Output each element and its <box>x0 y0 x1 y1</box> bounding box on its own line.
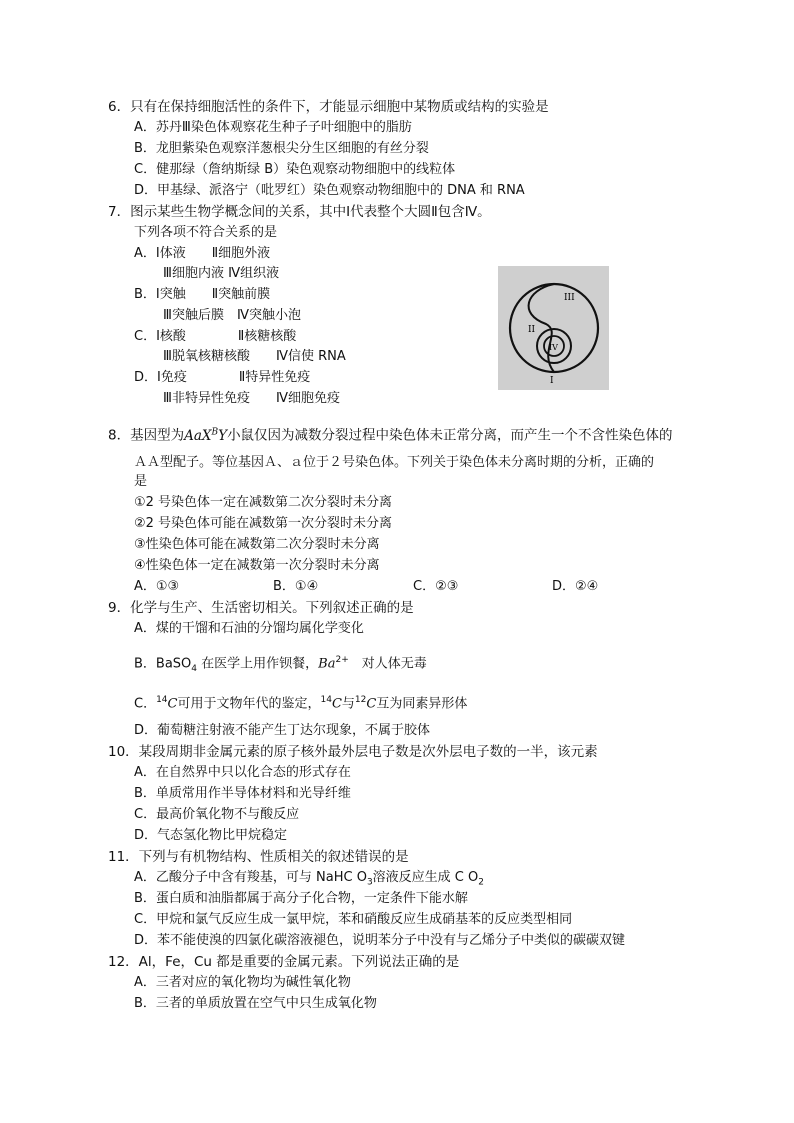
q10-option-c: C．最高价氧化物不与酸反应 <box>134 807 300 822</box>
label-iv: IV <box>549 343 558 352</box>
q10-option-b: B．单质常用作半导体材料和光导纤维 <box>134 786 351 801</box>
q8-choice-a: A．①③ <box>134 579 180 594</box>
q9-b-ion-sup: 2+ <box>335 655 349 665</box>
label-i: I <box>550 376 554 386</box>
q9-c-sup3: 12 <box>354 695 367 705</box>
q6-option-a: A．苏丹Ⅲ染色体观察花生种子子叶细胞中的脂肪 <box>134 120 412 135</box>
q9-c-c2: C <box>331 696 342 712</box>
q8-item-3: ③性染色体可能在减数第二次分裂时未分离 <box>134 537 380 552</box>
q9-c-pre: C． <box>134 696 157 712</box>
q9-b-mid: 在医学上用作钡餐， <box>197 656 319 672</box>
q7-option-a-line1: A．Ⅰ体液 Ⅱ细胞外液 <box>134 246 271 261</box>
q9-option-b <box>134 650 427 679</box>
q9-option-d: D．葡萄糖注射液不能产生丁达尔现象，不属于胶体 <box>134 723 431 738</box>
q7-option-d-line1: D．Ⅰ免疫 Ⅱ特异性免疫 <box>134 370 311 385</box>
q6-option-b: B．龙胆紫染色观察洋葱根尖分生区细胞的有丝分裂 <box>134 141 429 156</box>
q9-option-c <box>134 690 467 714</box>
q7-stem-2: 下列各项不符合关系的是 <box>134 225 278 240</box>
q11-a-pre: A．乙酸分子中含有羧基，可与 NaHC O <box>134 870 367 885</box>
q10-stem: 10．某段周期非金属元素的原子核外最外层电子数是次外层电子数的一半，该元素 <box>108 744 598 760</box>
q11-option-c: C．甲烷和氯气反应生成一氯甲烷，苯和硝酸反应生成硝基苯的反应类型相同 <box>134 912 573 927</box>
q11-a-sub2: 2 <box>478 877 484 888</box>
q8-stem <box>108 422 673 446</box>
q9-c-c1: C <box>167 696 178 712</box>
q8-geno-a: AaX <box>184 427 212 444</box>
q8-item-1: ①2 号染色体一定在减数第二次分裂时未分离 <box>134 495 393 510</box>
q8-stem-suffix: 小鼠仅因为减数分裂过程中染色体未正常分离，而产生一个不含性染色体的 <box>227 427 673 444</box>
q8-choice-b: B．①④ <box>273 579 319 594</box>
q10-option-d: D．气态氢化物比甲烷稳定 <box>134 828 288 843</box>
q12-stem: 12．Al，Fe，Cu 都是重要的金属元素。下列说法正确的是 <box>108 954 460 970</box>
label-iii: III <box>564 293 575 303</box>
q8-item-2: ②2 号染色体可能在减数第一次分裂时未分离 <box>134 516 393 531</box>
q12-option-b: B．三者的单质放置在空气中只生成氧化物 <box>134 996 377 1011</box>
q9-c-mid2: 与 <box>341 696 355 712</box>
q11-a-sub: 3 <box>366 877 373 888</box>
q8-choice-c: C．②③ <box>413 579 459 594</box>
q9-b-sub: 4 <box>191 663 198 674</box>
q8-geno-y: Y <box>218 427 228 444</box>
q9-b-ion: Ba <box>318 656 336 672</box>
q9-c-sup2: 14 <box>320 695 332 705</box>
q9-c-c3: C <box>366 696 377 712</box>
q11-a-post: 溶液反应生成 C O <box>372 870 479 885</box>
q8-genotype <box>184 428 227 444</box>
q6-option-d: D．甲基绿、派洛宁（吡罗红）染色观察动物细胞中的 DNA 和 RNA <box>134 183 525 198</box>
q8-stem-prefix: 8．基因型为 <box>108 427 185 444</box>
q8-stem-2: ＡＡ型配子。等位基因Ａ、ａ位于２号染色体。下列关于染色体未分离时期的分析，正确的 <box>134 455 655 470</box>
q8-geno-sup: B <box>211 427 219 437</box>
q11-option-d: D．苯不能使溴的四氯化碳溶液褪色，说明苯分子中没有与乙烯分子中类似的碳碳双键 <box>134 933 626 948</box>
q6-stem: 6．只有在保持细胞活性的条件下，才能显示细胞中某物质或结构的实验是 <box>108 99 549 115</box>
q9-stem: 9．化学与生产、生活密切相关。下列叙述正确的是 <box>108 600 414 616</box>
q11-stem: 11．下列与有机物结构、性质相关的叙述错误的是 <box>108 849 409 865</box>
concept-diagram-svg <box>498 266 609 390</box>
q7-option-b-line1: B．Ⅰ突触 Ⅱ突触前膜 <box>134 287 271 302</box>
q8-stem-3: 是 <box>134 474 148 489</box>
q9-c-post: 互为同素异形体 <box>376 696 468 712</box>
q7-option-a-line2: Ⅲ细胞内液 Ⅳ组织液 <box>163 266 280 281</box>
label-ii: II <box>528 325 536 335</box>
q7-option-b-line2: Ⅲ突触后膜 Ⅳ突触小泡 <box>163 308 301 323</box>
q6-option-c: C．健那绿（詹纳斯绿 B）染色观察动物细胞中的线粒体 <box>134 162 456 177</box>
q10-option-a: A．在自然界中只以化合态的形式存在 <box>134 765 351 780</box>
q11-option-b: B．蛋白质和油脂都属于高分子化合物，一定条件下能水解 <box>134 891 468 906</box>
q8-choice-d: D．②④ <box>552 579 599 594</box>
q7-option-c-line1: C．Ⅰ核酸 Ⅱ核糖核酸 <box>134 329 297 344</box>
q8-item-4: ④性染色体一定在减数第一次分裂时未分离 <box>134 558 380 573</box>
q7-stem: 7．图示某些生物学概念间的关系，其中Ⅰ代表整个大圆Ⅱ包含Ⅳ。 <box>108 204 491 220</box>
q7-option-d-line2: Ⅲ非特异性免疫 Ⅳ细胞免疫 <box>163 391 340 406</box>
concept-diagram <box>498 266 609 390</box>
q9-b-post: 对人体无毒 <box>348 656 427 672</box>
q9-c-mid1: 可用于文物年代的鉴定， <box>177 696 321 712</box>
q12-option-a: A．三者对应的氧化物均为碱性氧化物 <box>134 975 351 990</box>
q9-c-sup1: 14 <box>156 695 168 705</box>
q9-b-pre: B．BaSO <box>134 656 192 672</box>
q9-option-a: A．煤的干馏和石油的分馏均属化学变化 <box>134 621 364 636</box>
q7-option-c-line2: Ⅲ脱氧核糖核酸 Ⅳ信使 RNA <box>163 349 346 364</box>
